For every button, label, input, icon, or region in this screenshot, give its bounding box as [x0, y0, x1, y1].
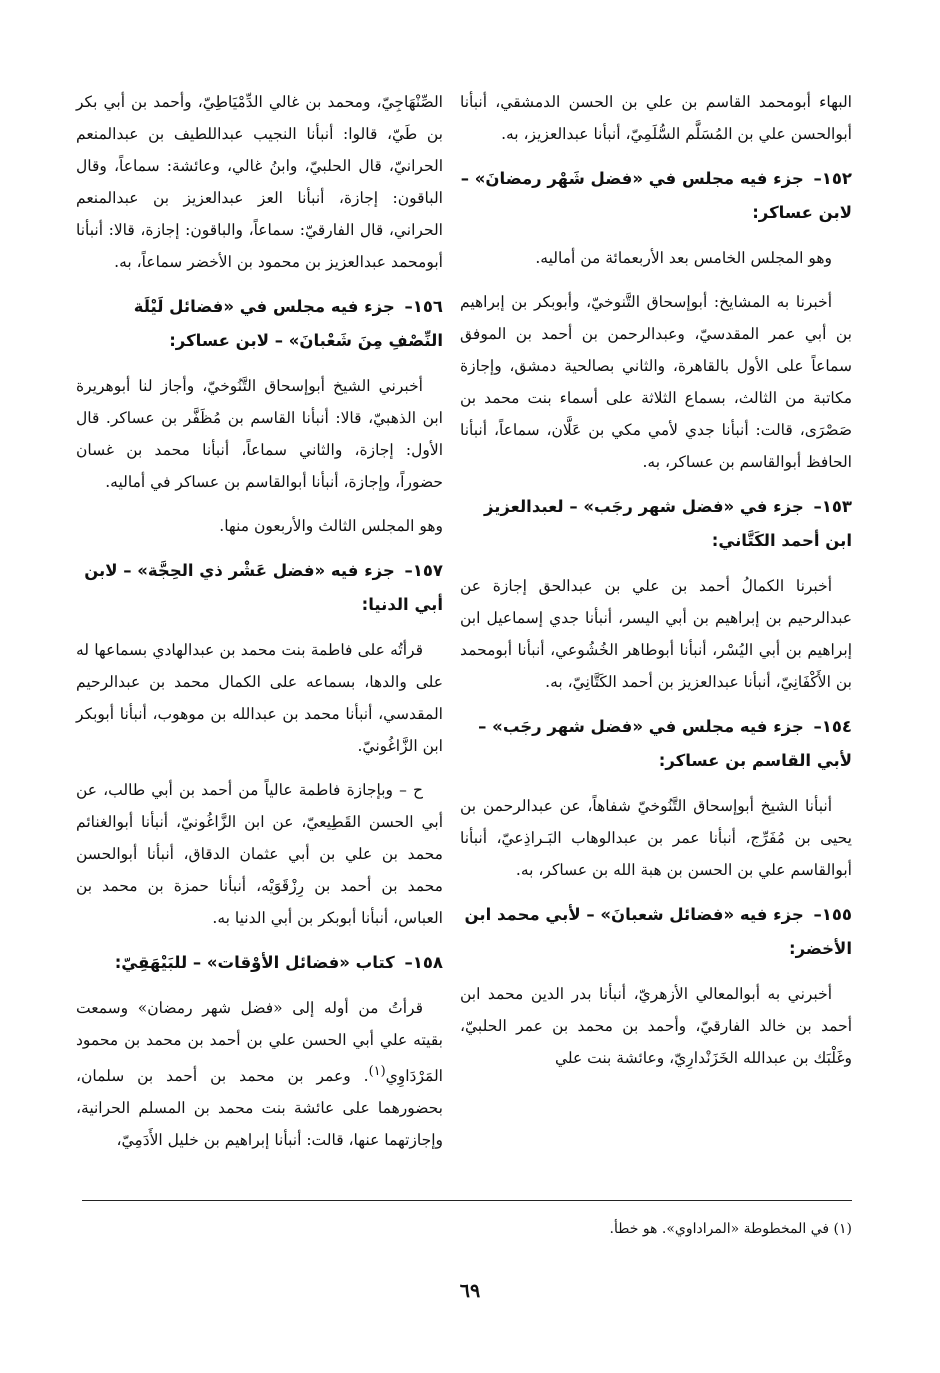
entry-title: جزء في «فضل شهر رجَب» – لعبدالعزيز ابن أحمد الكَتَّاني:	[483, 497, 852, 550]
entry-heading-154	[460, 710, 852, 778]
paragraph: أخبرني الشيخ أبوإسحاق التَّنُوخيّ، وأجاز لنا أبوهريرة ابن الذهبيّ، قالا: أنبأنا القاسم بن مُظَفَّر بن عساكر. قال الأول: إجازة، والثاني سماعاً، أنبأنا محمد بن غسان حضوراً، وإجازة، أنبأنا أبوالقاسم بن عساكر في أماليه.	[76, 377, 443, 491]
entry-heading-153	[460, 490, 852, 558]
paragraph-text: . وعمر بن محمد بن أحمد بن سلمان، بحضورهما على عائشة بنت محمد بن المسلم الحرانية، وإجازتهما عنها، قالت: أنبأنا إبراهيم بن خليل الأَدَمِيّ،	[76, 1067, 443, 1150]
entry-number: ١٥٧–	[404, 561, 443, 580]
entry-number: ١٥٦–	[404, 297, 443, 316]
entry-title: جزء فيه مجلس في «فضائل لَيْلَة النِّصْفِ مِنَ شَعْبانَ» – لابن عساكر:	[133, 297, 443, 350]
paragraph: وهو المجلس الخامس بعد الأربعمائة من أماليه.	[535, 249, 832, 267]
entry-number: ١٥٥–	[813, 905, 852, 924]
paragraph: الصِّنْهَاجِيّ، ومحمد بن غالي الدِّمْيَاطِيّ، وأحمد بن أبي بكر بن طَيّ، قالوا: أنبأنا النجيب عبداللطيف بن عبدالمنعم الحرانيّ، قال الحلبيّ، وابنُ غالي، وعائشة: سماعاً، وقال الباقون: إجازة، أنبأنا العز عبدالعزيز بن عبدالمنعم الحراني، قال الفارقيّ: سماعاً، والباقون: إجازة، قالا: أنبأنا أبومحمد عبدالعزيز بن محمود بن الأخضر سماعاً، به.	[76, 93, 443, 271]
entry-title: جزء فيه «فضائل شعبانَ» – لأبي محمد ابن الأخضر:	[464, 905, 852, 958]
paragraph: أخبرنا به المشايخ: أبوإسحاق التَّنوخيّ، وأبوبكر بن إبراهيم بن أبي عمر المقدسيّ، وعبدالرحمن بن أحمد بن الموفق سماعاً على الأول بالقاهرة، والثاني بصالحية دمشق، وإجازة مكاتبة من الثالث، بسماع الثلاثة على أسماء بنت محمد بن صَصْرَى، قالت: أنبأنا جدي لأمي مكي بن عَلَّان، سماعاً، أنبأنا الحافظ أبوالقاسم بن عساكر، به.	[460, 293, 852, 471]
entry-number: ١٥٣–	[813, 497, 852, 516]
entry-number: ١٥٨–	[404, 953, 443, 972]
paragraph: البهاء أبومحمد القاسم بن علي بن الحسن الدمشقي، أنبأنا أبوالحسن علي بن المُسَلَّم السُّلَمِيّ، أنبأنا عبدالعزيز، به.	[460, 93, 852, 143]
entry-number: ١٥٤–	[813, 717, 852, 736]
entry-title: كتاب «فضائل الأوْقات» – للبَيْهَقِيّ:	[114, 953, 395, 972]
footnote-reference: (١)	[368, 1064, 386, 1079]
entry-title: جزء فيه «فضل عَشْر ذي الحِجَّة» – لابن أبي الدنيا:	[84, 561, 443, 614]
paragraph	[76, 992, 443, 1156]
paragraph: أخبرنا الكمالُ أحمد بن علي بن عبدالحق إجازة عن عبدالرحيم بن إبراهيم بن أبي اليسر، أنبأنا جدي إسماعيل ابن إبراهيم بن أبي اليُسْر، أنبأنا أبوطاهر الخُشُوعي، أنبأنا أبومحمد بن الأَكْفَانِيّ، أنبأنا عبدالعزيز بن أحمد الكَتَّانِيّ، به.	[460, 577, 852, 691]
footnote: (١) في المخطوطة «المراداوي». هو خطأ.	[609, 1221, 852, 1237]
entry-heading-155	[460, 898, 852, 966]
page-number: ٦٩	[459, 1280, 481, 1302]
entry-title: جزء فيه مجلس في «فضل شهر رجَب» – لأبي القاسم بن عساكر:	[478, 717, 852, 770]
paragraph-text: قرأتُ من أوله إلى «فضل شهر رمضان» وسمعت بقيته علي أبي الحسن علي بن أحمد بن محمد بن محمود المَرْدَاوِي	[76, 999, 443, 1086]
entry-heading-152	[460, 162, 852, 230]
entry-heading-157	[76, 554, 443, 622]
entry-number: ١٥٢–	[813, 169, 852, 188]
paragraph: أخبرني به أبوالمعالي الأزهريّ، أنبأنا بدر الدين محمد ابن أحمد بن خالد الفارقيّ، وأحمد بن محمد بن عمر الحلبيّ، وغَلْبَك بن عبدالله الخَزَنْدارِيّ، وعائشة بنت علي	[460, 985, 852, 1067]
paragraph: أنبأنا الشيخ أبوإسحاق التَّنُوخيّ شفاهاً، عن عبدالرحمن بن يحيى بن مُفَرِّج، أنبأنا عمر بن عبدالوهاب البَـراذِعيّ، أنبأنا أبوالقاسم علي بن الحسن بن هبة الله بن عساكر، به.	[460, 797, 852, 879]
footnote-divider	[82, 1200, 852, 1201]
entry-heading-158	[76, 946, 443, 980]
right-column	[460, 86, 852, 1086]
entry-title: جزء فيه مجلس في «فضل شَهْر رمضانَ» – لابن عساكر:	[460, 169, 852, 222]
paragraph: قرأتُه على فاطمة بنت محمد بن عبدالهادي بسماعها له على والدها، بسماعه على الكمال محمد بن عبدالرحيم المقدسي، أنبأنا محمد بن عبدالله بن موهوب، أنبأنا أبوبكر ابن الزَّاغُونيّ.	[76, 641, 443, 755]
left-column	[76, 86, 443, 1168]
paragraph: ح – وبإجازة فاطمة عالياً من أحمد بن أبي طالب، عن أبي الحسن القَطِيعيّ، عن ابن الزَّاغُونيّ، أنبأنا أبوالغنائم محمد بن علي بن أبي عثمان الدقاق، أنبأنا أبوالحسن محمد بن أحمد بن رِزْقَوَيْه، أنبأنا حمزة بن محمد بن العباس، أنبأنا أبوبكر بن أبي الدنيا به.	[76, 781, 443, 927]
paragraph: وهو المجلس الثالث والأربعون منها.	[219, 517, 443, 535]
entry-heading-156	[76, 290, 443, 358]
